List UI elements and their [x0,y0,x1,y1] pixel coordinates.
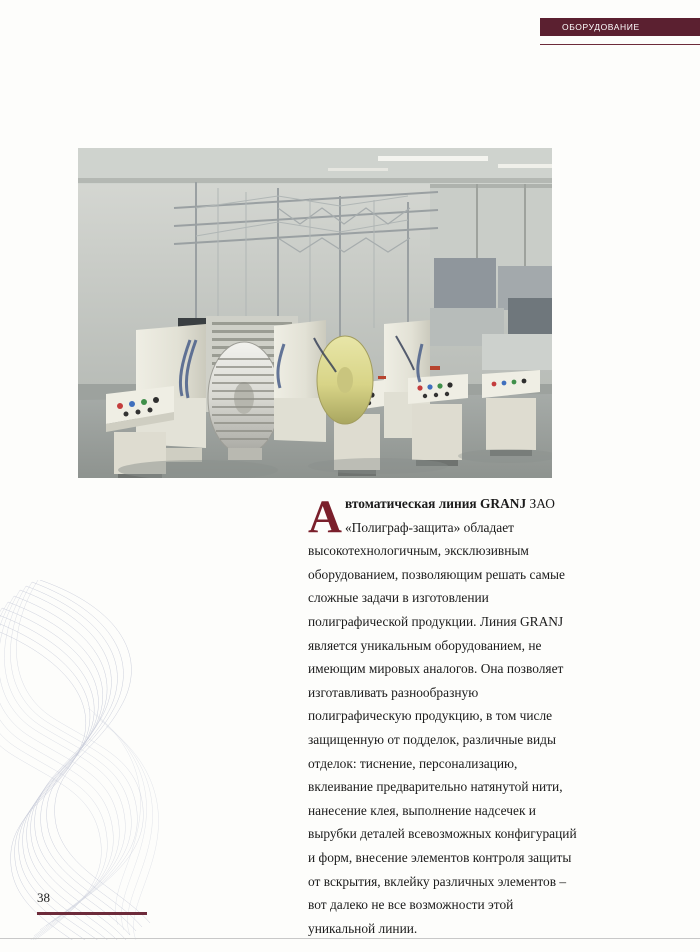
guilloche-ornament [0,580,210,940]
photo-frame [78,148,552,478]
article-lead: втоматическая линия GRANJ [344,496,527,511]
page-number: 38 [37,890,50,905]
printing-line-photo [78,148,552,478]
footer-rule [37,912,147,915]
drop-cap: А [308,491,342,543]
footer-hairline [0,938,700,939]
article-body [308,492,578,940]
article-text: ЗАО «Полиграф-защита» обладает высокотехнологичным, эксклюзивным оборудованием, позволяющим решать самые сложные задачи в изготовлении полиграфической продукции. Линия GRANJ является уникальным оборудованием, не имеющим мировых аналогов. Она позволяет изготавливать разнообразную полиграфическую продукцию, в том числе защищенную от подделок, различные виды отделок: тиснение, персонализацию, вклеивание предварительно натянутой нити, нанесение клея, выполнение надсечек и вырубки деталей всевозможных конфигураций и форм, внесение элементов контроля защиты от вскрытия, вклейку различных элементов – вот далеко не все возможности этой уникальной линии. [308,496,577,936]
header-rule [540,44,700,45]
section-header-label: ОБОРУДОВАНИЕ [562,22,640,32]
section-header-band [540,18,700,36]
